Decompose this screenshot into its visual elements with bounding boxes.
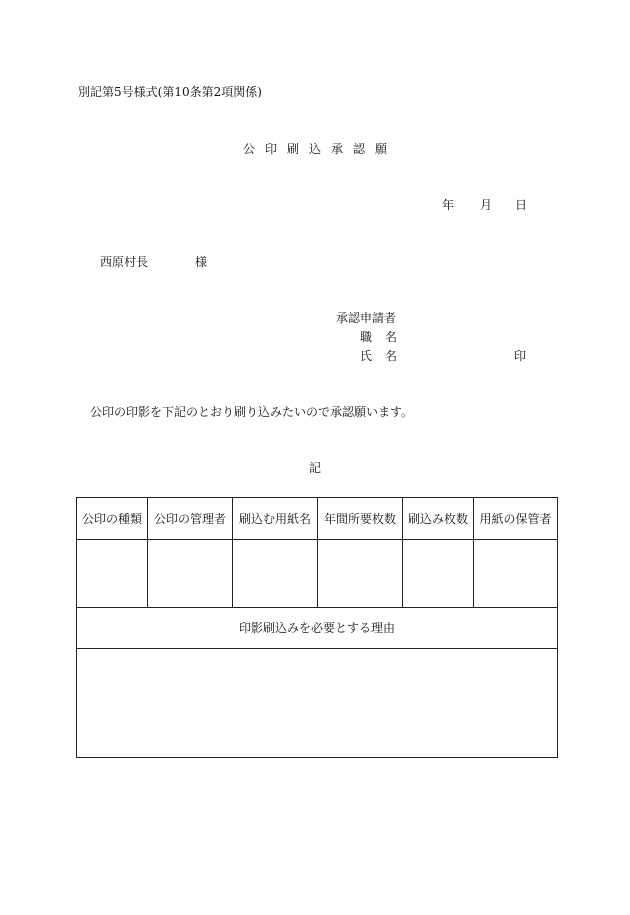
date-month-label: 月 bbox=[480, 198, 493, 212]
applicant-label: 承認申請者 bbox=[336, 311, 397, 325]
reason-header: 印影刷込みを必要とする理由 bbox=[77, 608, 558, 649]
date-year-label: 年 bbox=[442, 198, 455, 212]
reason-body-cell[interactable] bbox=[77, 649, 558, 758]
request-text: 公印の印影を下記のとおり刷り込みたいので承認願います。 bbox=[90, 405, 414, 419]
seal-manager-cell[interactable] bbox=[148, 540, 233, 608]
seal-print-table bbox=[76, 497, 558, 758]
ki-heading: 記 bbox=[308, 461, 321, 475]
table-row bbox=[77, 540, 558, 608]
addressee-name: 西原村長 bbox=[100, 255, 149, 269]
date-day-label: 日 bbox=[515, 198, 528, 212]
paper-name-cell[interactable] bbox=[233, 540, 318, 608]
column-header-paper-custodian: 用紙の保管者 bbox=[474, 498, 558, 540]
paper-custodian-cell[interactable] bbox=[474, 540, 558, 608]
reason-body-row bbox=[77, 649, 558, 758]
document-title: 公印刷込承認願 bbox=[242, 142, 397, 156]
seal-mark: 印 bbox=[514, 349, 527, 363]
column-header-seal-manager: 公印の管理者 bbox=[148, 498, 233, 540]
column-header-seal-type: 公印の種類 bbox=[77, 498, 148, 540]
reason-header-row bbox=[77, 608, 558, 649]
form-code: 別記第5号様式(第10条第2項関係) bbox=[78, 85, 262, 99]
column-header-print-quantity: 刷込み枚数 bbox=[403, 498, 474, 540]
name-label: 氏名 bbox=[360, 349, 411, 363]
position-label: 職名 bbox=[360, 330, 411, 344]
column-header-annual-quantity: 年間所要枚数 bbox=[318, 498, 403, 540]
column-header-paper-name: 刷込む用紙名 bbox=[233, 498, 318, 540]
seal-type-cell[interactable] bbox=[77, 540, 148, 608]
table-header-row bbox=[77, 498, 558, 540]
print-quantity-cell[interactable] bbox=[403, 540, 474, 608]
addressee-honorific: 様 bbox=[195, 255, 208, 269]
annual-quantity-cell[interactable] bbox=[318, 540, 403, 608]
